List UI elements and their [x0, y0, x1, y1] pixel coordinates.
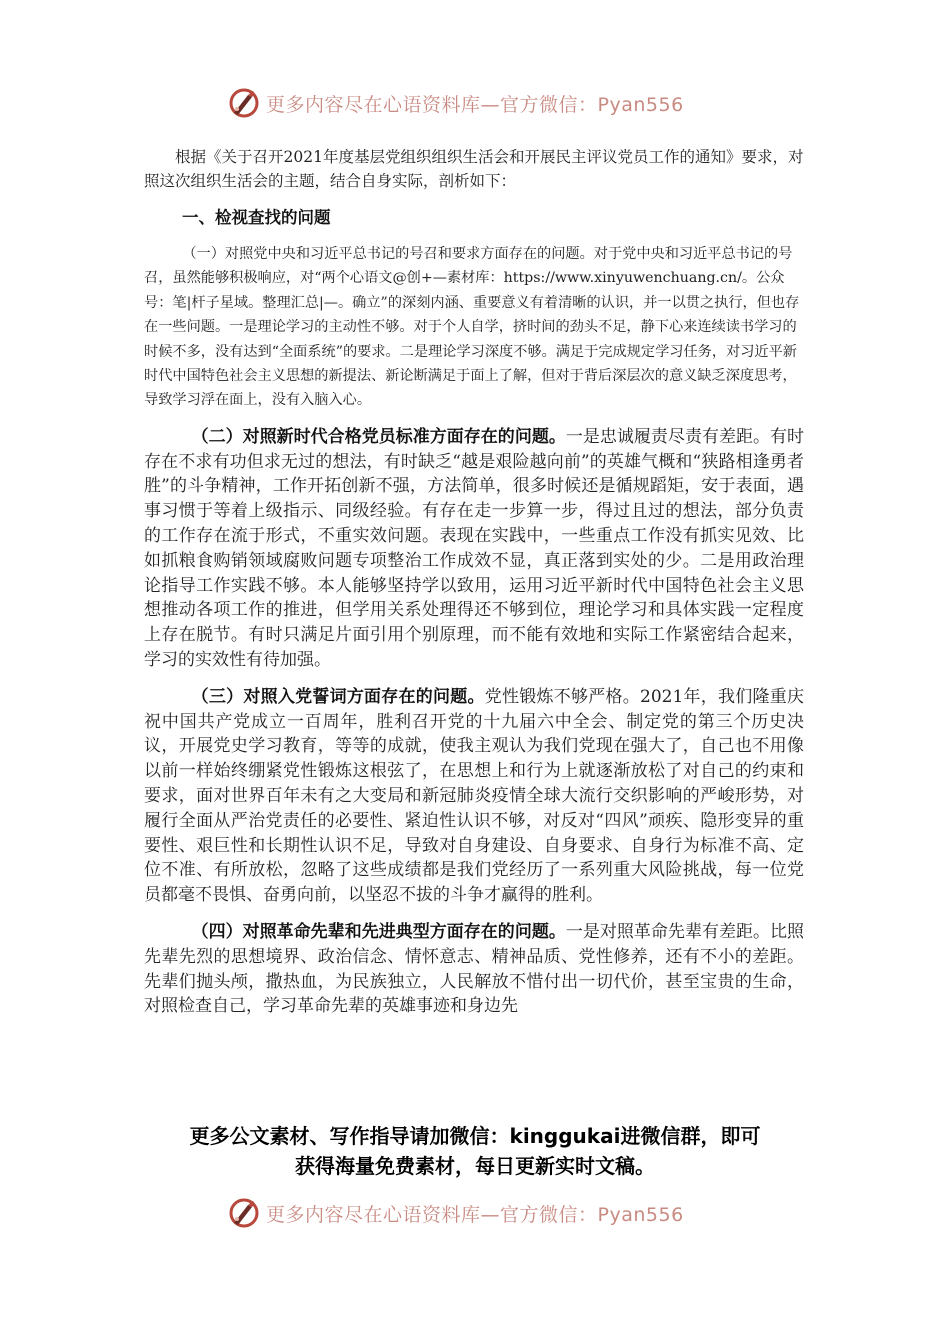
watermark-text: 更多内容尽在心语资料库—官方微信：Pyan556 [266, 1203, 684, 1226]
watermark-text: 更多内容尽在心语资料库—官方微信：Pyan556 [266, 93, 684, 116]
paragraph-4 [144, 920, 804, 1019]
promo-cta [130, 1121, 820, 1181]
intro-paragraph: 根据《关于召开2021年度基层党组织组织生活会和开展民主评议党员工作的通知》要求，对照这次组织生活会的主题，结合自身实际，剖析如下： [144, 148, 804, 190]
document-body [144, 145, 804, 1019]
paragraph-1: （一）对照党中央和习近平总书记的号召和要求方面存在的问题。对于党中央和习近平总书记的号召，虽然能够积极响应，对“两个心语文@创+—素材库：https://www.xinyuwenchuang.cn/。公众号：笔|杆子星域。整理汇总|—。确立”的深刻内涵、重要意义有着清晰的认识，并一以贯之执行，但也存在一些问题。一是理论学习的主动性不够。对于个人自学，挤时间的劲头不足，静下心来连续读书学习的时候不多，没有达到“全面系统”的要求。二是理论学习深度不够。满足于完成规定学习任务，对习近平新时代中国特色社会主义思想的新提法、新论断满足于面上了解，但对于背后深层次的意义缺乏深度思考，导致学习浮在面上，没有入脑入心。 [144, 246, 800, 409]
paragraph-4-body: 一是对照革命先辈有差距。比照先辈先烈的思想境界、政治信念、情怀意志、精神品质、党性修养，还有不小的差距。先辈们抛头颅，撒热血，为民族独立，人民解放不惜付出一切代价，甚至宝贵的生命，对照检查自己，学习革命先辈的英雄事迹和身边先 [144, 921, 805, 1017]
brand-logo-icon [226, 85, 262, 121]
paragraph-4-lead: （四）对照革命先辈和先进典型方面存在的问题。 [191, 921, 566, 942]
watermark-banner-bottom [0, 1191, 950, 1235]
paragraph-2-lead: （二）对照新时代合格党员标准方面存在的问题。 [191, 426, 566, 447]
promo-cta-line1: 更多公文素材、写作指导请加微信：kinggukai进微信群，即可 [189, 1124, 761, 1148]
paragraph-2-body: 一是忠诚履责尽责有差距。有时存在不求有功但求无过的想法，有时缺乏“越是艰险越向前”的英雄气概和“狭路相逢勇者胜”的斗争精神，工作开拓创新不强，方法简单，很多时候还是循规蹈矩，安于表面，遇事习惯于等着上级指示、同级经验。有存在走一步算一步，得过且过的想法，部分负责的工作存在流于形式，不重实效问题。表现在实践中，一些重点工作没有抓实见效、比如抓粮食购销领域腐败问题专项整治工作成效不显，真正落到实处的少。二是用政治理论指导工作实践不够。本人能够坚持学以致用，运用习近平新时代中国特色社会主义思想推动各项工作的推进，但学用关系处理得还不够到位，理论学习和具体实践一定程度上存在脱节。有时只满足片面引用个别原理，而不能有效地和实际工作紧密结合起来，学习的实效性有待加强。 [144, 426, 805, 671]
brand-logo-icon [226, 1195, 262, 1231]
promo-cta-line2: 获得海量免费素材，每日更新实时文稿。 [295, 1154, 655, 1178]
paragraph-3-body: 党性锻炼不够严格。2021年，我们隆重庆祝中国共产党成立一百周年，胜利召开党的十九届六中全会、制定党的第三个历史决议，开展党史学习教育，等等的成就，使我主观认为我们党现在强大了，自己也不用像以前一样始终绷紧党性锻炼这根弦了，在思想上和行为上就逐渐放松了对自己的约束和要求，面对世界百年未有之大变局和新冠肺炎疫情全球大流行交织影响的严峻形势，对履行全面从严治党责任的必要性、紧迫性认识不够，对反对“四风”顽疾、隐形变异的重要性、艰巨性和长期性认识不足，导致对自身建设、自身要求、自身行为标准不高、定位不准、有所放松，忽略了这些成绩都是我们党经历了一系列重大风险挑战，每一位党员都毫不畏惧、奋勇向前，以坚忍不拔的斗争才赢得的胜利。 [144, 686, 805, 906]
watermark-banner-top [0, 81, 950, 125]
paragraph-3 [144, 685, 804, 908]
paragraph-2 [144, 425, 804, 673]
section-heading: 一、检视查找的问题 [181, 208, 331, 227]
paragraph-3-lead: （三）对照入党誓词方面存在的问题。 [191, 686, 485, 707]
